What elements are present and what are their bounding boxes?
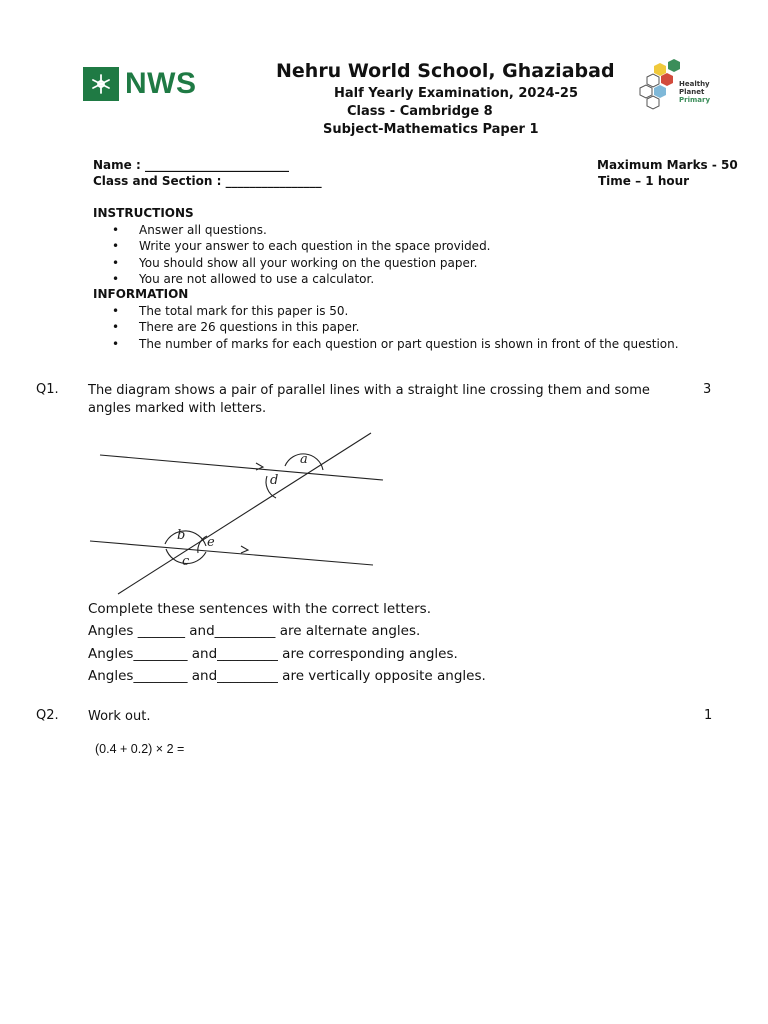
information-list [112, 303, 679, 352]
question-marks: 1 [704, 708, 713, 723]
subject-title: Subject-Mathematics Paper 1 [323, 122, 539, 137]
answer-sentence: Angles________ and_________ are vertically opposite angles. [88, 668, 486, 684]
list-item: • Write your answer to each question in the space provided. [112, 239, 491, 254]
list-item: • The total mark for this paper is 50. [112, 304, 349, 318]
question-number: Q2. [36, 708, 59, 723]
parallel-lines-diagram [86, 428, 386, 598]
list-item: • You are not allowed to use a calculator. [112, 271, 375, 286]
class-section-field: Class and Section : ________________ [93, 174, 322, 188]
time-limit: Time – 1 hour [598, 174, 690, 188]
angle-label-d: d [270, 473, 279, 488]
class-title: Class - Cambridge 8 [347, 104, 493, 119]
list-item: • There are 26 questions in this paper. [112, 320, 360, 335]
answer-sentence: Angles _______ and_________ are alternate angles. [88, 623, 421, 639]
school-name: Nehru World School, Ghaziabad [276, 60, 615, 82]
instructions-heading: INSTRUCTIONS [93, 206, 194, 220]
information-heading: INFORMATION [93, 287, 189, 301]
school-crest-icon [83, 67, 119, 101]
question-marks: 3 [703, 382, 712, 397]
angle-label-b: b [177, 528, 186, 543]
logo-text: NWS [125, 67, 197, 100]
math-expression: (0.4 + 0.2) × 2 = [95, 742, 185, 756]
instructions-list [112, 222, 491, 287]
exam-title: Half Yearly Examination, 2024-25 [334, 86, 579, 101]
angle-label-c: c [182, 554, 190, 569]
nws-logo [83, 67, 197, 101]
question-text: Work out. [88, 709, 151, 724]
list-item: • The number of marks for each question or part question is shown in front of the question. [112, 336, 679, 351]
question-prompt: Complete these sentences with the correct letters. [88, 601, 432, 617]
healthy-planet-label: Healthy Planet Primary [679, 80, 711, 104]
max-marks: Maximum Marks - 50 [597, 158, 738, 172]
angle-label-e: e [207, 535, 215, 550]
name-field: Name : ________________________ [93, 158, 289, 172]
list-item: • You should show all your working on the question paper. [112, 255, 478, 270]
question-number: Q1. [36, 382, 59, 397]
question-text: The diagram shows a pair of parallel lines with a straight line crossing them and some angles marked with letters. [88, 383, 650, 416]
angle-label-a: a [300, 452, 308, 467]
list-item: • Answer all questions. [112, 223, 267, 237]
answer-sentence: Angles________ and_________ are corresponding angles. [88, 646, 458, 662]
